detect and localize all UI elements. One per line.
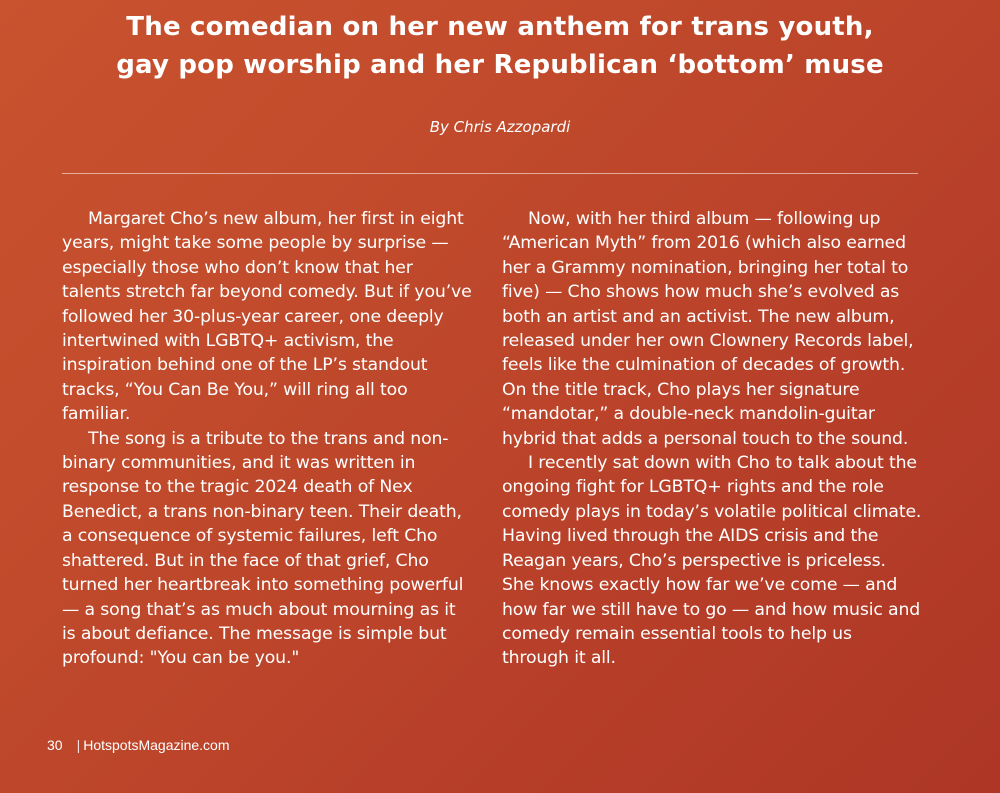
paragraph: The song is a tribute to the trans and non-binary communities, and it was written in response to the tragic 2024 death of Nex Benedict, a trans non-binary teen. Their death, a consequence of systemic failures, left Cho shattered. But in the face of that grief, Cho turned her heartbreak into something powerful — a song that’s as much about mourning as it is about defiance. The message is simple but profound: "You can be you." [62, 428, 464, 669]
divider-rule [62, 173, 918, 174]
magazine-website: HotspotsMagazine.com [83, 737, 230, 753]
page-number: 30 [47, 737, 63, 753]
article-headline: The comedian on her new anthem for trans youth, gay pop worship and her Republican ‘bottom’ muse [116, 12, 884, 80]
page-footer [47, 737, 230, 753]
paragraph: Margaret Cho’s new album, her first in eight years, might take some people by surprise — especially those who don’t know that her talents stretch far beyond comedy. But if you’ve followed her 30-plus-year career, one deeply intertwined with LGBTQ+ activism, the inspiration behind one of the LP’s standout tracks, “You Can Be You,” will ring all too familiar. [62, 209, 472, 425]
article-byline: By Chris Azzopardi [429, 118, 571, 136]
left-column [62, 207, 474, 671]
footer-separator: | [76, 737, 81, 753]
paragraph: Now, with her third album — following up “American Myth” from 2016 (which also earned her a Grammy nomination, bringing her total to five) — Cho shows how much she’s evolved as both an artist and an activist. The new album, released under her own Clownery Records label, feels like the culmination of decades of growth. On the title track, Cho plays her signature “mandotar,” a double-neck mandolin-guitar hybrid that adds a personal touch to the sound. [502, 209, 914, 449]
paragraph: I recently sat down with Cho to talk about the ongoing fight for LGBTQ+ rights and the role comedy plays in today’s volatile political climate. Having lived through the AIDS crisis and the Reagan years, Cho’s perspective is priceless. She knows exactly how far we’ve come — and how far we still have to go — and how music and comedy remain essential tools to help us through it all. [502, 453, 922, 669]
right-column [502, 207, 922, 671]
